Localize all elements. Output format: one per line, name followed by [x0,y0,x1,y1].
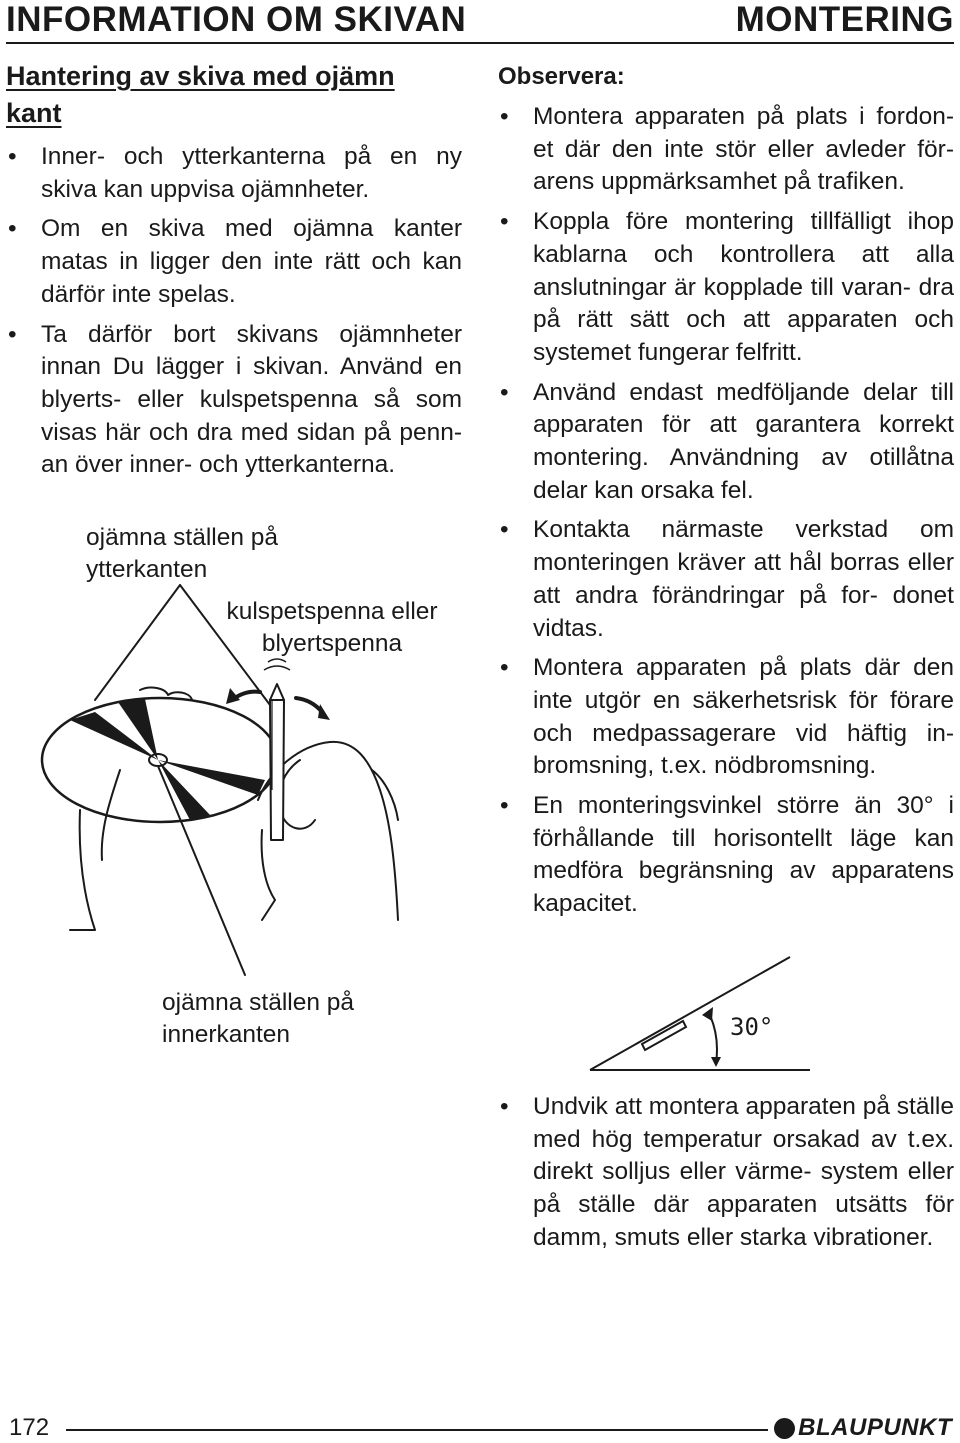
label-pen [222,596,442,660]
label-inner-edge [162,987,362,1051]
right-bottom-bullet-list [498,1091,954,1262]
list-item: • En monteringsvinkel större än 30° i förhållande till horisontellt läge kan medföra begränsning av apparatens kapacitet. [498,790,954,921]
list-item: • Montera apparaten på plats i fordon- et där den inte stör eller avleder för- arens uppmärksamhet på trafiken. [498,101,954,199]
footer-rule [66,1429,768,1431]
blaupunkt-dot-icon [774,1418,795,1439]
brand-name: BLAUPUNKT [798,1414,952,1441]
section-title-uneven-disc: Hantering av skiva med ojämn kant [6,61,395,128]
list-item: • Montera apparaten på plats där den inte utgör en säkerhetsrisk för förare och medpassagerare vid häftig in- bromsning, t.ex. nödbromsning. [498,652,954,783]
label-inner-edge-text: ojämna ställen på innerkanten [162,989,355,1048]
arrow-right-icon [296,698,322,712]
header-right-title: MONTERING [735,0,954,39]
observe-title: Observera: [498,63,625,90]
list-item: • Ta därför bort skivans ojämnheter innan Du lägger i skivan. Använd en blyerts- eller kulspetspenna så som visas här och dra med sidan på penn- an över inner- och ytterkanterna. [6,319,462,483]
mounting-angle-diagram [580,945,820,1075]
right-bullet-list [498,101,954,928]
angle-label: 30° [730,1013,774,1041]
left-hand-icon [70,810,95,930]
disc-illustration [0,0,480,1000]
label-pen-text: kulspetspenna eller blyertspenna [226,598,438,657]
pointer-line-outer-left [95,585,180,700]
disc-outer-edge [42,698,278,822]
list-item: • Koppla före montering tillfälligt ihop kablarna och kontrollera att alla anslutningar är kopplade till varan- dra på rätt sätt och att apparaten och systemet fungerar felfritt. [498,206,954,370]
page-number: 172 [9,1414,50,1441]
list-item: • Kontakta närmaste verkstad om monteringen kräver att hål borras eller att andra förändringar på for- donet vidtas. [498,514,954,645]
pointer-line-inner [158,766,245,975]
list-item: • Inner- och ytterkanterna på en ny skiva kan uppvisa ojämnheter. [6,141,462,206]
list-item: • Undvik att montera apparaten på ställe med hög temperatur orsakad av t.ex. direkt solljus eller värme- system eller på ställe där apparaten utsätts för damm, smuts eller starka vibrationer. [498,1091,954,1255]
device-box-icon [642,1021,686,1050]
brand-logo [774,1413,952,1443]
list-item: • Använd endast medföljande delar till apparaten för att garantera korrekt montering. Användning av otillåtna delar kan orsaka fel. [498,377,954,508]
header-left-title: INFORMATION OM SKIVAN [6,0,467,39]
label-outer-edge-text: ojämna ställen på ytterkanten [86,524,279,583]
label-outer-edge [86,522,286,586]
pen-tip-icon [270,684,284,700]
list-item: • Om en skiva med ojämna kanter matas in ligger den inte rätt och kan därför inte spelas. [6,213,462,311]
